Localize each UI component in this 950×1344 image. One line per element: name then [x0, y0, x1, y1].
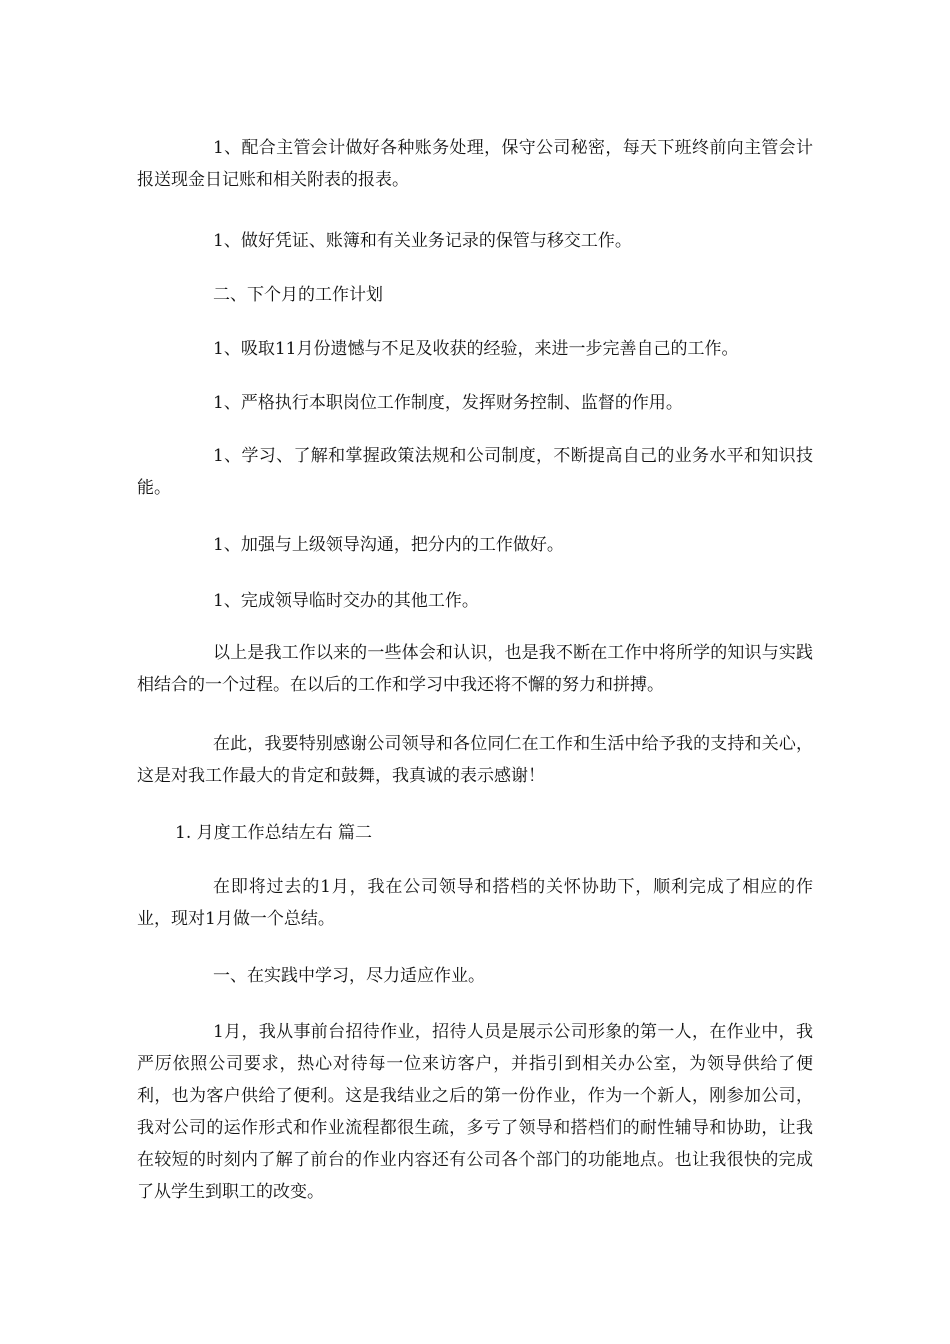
paragraph-learn-from-november: 1、吸取11月份遗憾与不足及收获的经验，来进一步完善自己的工作。 [213, 339, 739, 359]
paragraph-communicate-leaders: 1、加强与上级领导沟通，把分内的工作做好。 [213, 535, 564, 555]
paragraph-voucher-keeping: 1、做好凭证、账簿和有关业务记录的保管与移交工作。 [213, 231, 632, 251]
section-heading-part-two: 1. 月度工作总结左右 篇二 [175, 823, 373, 843]
paragraph-strict-execution: 1、严格执行本职岗位工作制度，发挥财务控制、监督的作用。 [213, 393, 683, 413]
paragraph-summary-reflection: 以上是我工作以来的一些体会和认识，也是我不断在工作中将所学的知识与实践相结合的一个过程。在以后的工作和学习中我还将不懈的努力和拼搏。 [137, 643, 813, 695]
paragraph-january-intro: 在即将过去的1月，我在公司领导和搭档的关怀协助下，顺利完成了相应的作业，现对1月做一个总结。 [137, 877, 813, 929]
paragraph-study-policies: 1、学习、了解和掌握政策法规和公司制度，不断提高自己的业务水平和知识技能。 [137, 446, 813, 498]
paragraph-temporary-tasks: 1、完成领导临时交办的其他工作。 [213, 591, 479, 611]
paragraph-reception-work: 1月，我从事前台招待作业，招待人员是展示公司形象的第一人，在作业中，我严厉依照公司要求，热心对待每一位来访客户，并指引到相关办公室，为领导供给了便利，也为客户供给了便利。这是我结业之后的第一份作业，作为一个新人，刚参加公司，我对公司的运作形式和作业流程都很生疏，多亏了领导和搭档们的耐性辅导和协助，让我在较短的时刻内了解了前台的作业内容还有公司各个部门的功能地点。也让我很快的完成了从学生到职工的改变。 [137, 1022, 813, 1202]
section-heading-learn-in-practice: 一、在实践中学习，尽力适应作业。 [213, 966, 485, 986]
paragraph-thanks: 在此，我要特别感谢公司领导和各位同仁在工作和生活中给予我的支持和关心，这是对我工作最大的肯定和鼓舞，我真诚的表示感谢！ [137, 734, 813, 786]
section-heading-next-month-plan: 二、下个月的工作计划 [213, 285, 383, 305]
paragraph-accounting-duties: 1、配合主管会计做好各种账务处理，保守公司秘密，每天下班终前向主管会计报送现金日记账和相关附表的报表。 [137, 138, 813, 190]
